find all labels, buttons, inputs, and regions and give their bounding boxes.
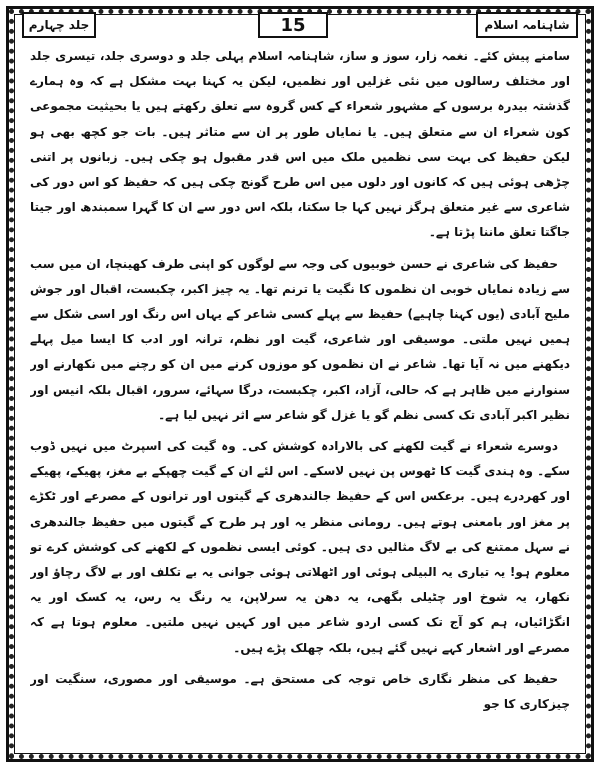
body-text bbox=[30, 44, 570, 746]
paragraph: حفیظ کی منظر نگاری خاص توجہ کی مستحق ہے۔ موسیقی اور مصوری، سنگیت اور چیزکاری کا جو bbox=[30, 671, 570, 712]
paragraph: سامنے پیش کئے۔ نغمہ زار، سوز و ساز، شاہنامہ اسلام پہلی جلد و دوسری جلد، تیسری جلد اور مختلف رسالوں میں نئی غزلیں اور نظمیں، لیکن یہ کہنا بہت مشکل ہے کہ وہ ہمارے گذشتہ بیدرہ برسوں کے مشہور شعراء کے کس گروہ سے تعلق رکھتے ہیں یا بحیثیت مجموعی کون شعراء ان سے متعلق ہیں۔ یا نمایاں طور پر ان سے متاثر ہیں۔ بات جو کچھ بھی ہو لیکن حفیظ کی بہت سی نظمیں ملک میں اس قدر مقبول ہو چکی ہیں۔ زبانوں پر اتنی چڑھی ہوئی ہیں کہ کانوں اور دلوں میں اس طرح گونج چکی ہیں کہ حفیظ کو اس دور کی شاعری سے غیر متعلق ہرگز نہیں کہا جا سکتا، بلکہ اس دور سے ان کا گہرا سمبندھ اور جیتا جاگتا تعلق ماننا پڑتا ہے۔ bbox=[30, 49, 570, 240]
paragraph: دوسرے شعراء نے گیت لکھنے کی بالارادہ کوشش کی۔ وہ گیت کی اسپرٹ میں نہیں ڈوب سکے۔ وہ ہندی گیت کا ٹھوس پن نہیں لاسکے۔ اس لئے ان کے گیت چھپکے بے مغز، پھیکے، پھیکے اور کھردرے ہیں۔ برعکس اس کے حفیظ جالندھری کے گیتوں اور ترانوں کے مصرعے اور ٹکڑے پر مغز اور بامعنی ہوتے ہیں۔ رومانی منظر یہ اور ہر طرح کے گیتوں میں حفیظ جالندھری نے سہل ممتنع کی بے لاگ مثالیں دی ہیں۔ کوئی ایسی نظموں کے لکھنے کی کوشش کرے تو معلوم ہو! یہ تیاری یہ البیلی ہوئی اور اٹھلاتی ہوئی جوانی یہ بے تکلف اور بے لاگ رچاؤ اور نکھار، یہ شوخ اور چٹیلی بگھی، یہ دھن یہ سرلاپن، یہ رنگ یہ رس، یہ کسک اور یہ انگڑائیاں، ہم کو آج تک کسی اردو شاعر میں اور کہیں نہیں ملتیں۔ معلوم ہوتا ہے کہ مصرعے اور اشعار کہے نہیں گئے ہیں، بلکہ چھلک پڑے ہیں۔ bbox=[30, 439, 570, 655]
paragraph: حفیظ کی شاعری نے حسن خوبیوں کی وجہ سے لوگوں کو اپنی طرف کھینچا، ان میں سب سے زیادہ نمایاں خوبی ان نظموں کا نگیت یا ترنم تھا۔ یہ چیز اکبر، چکبست، اقبال اور جوش ملیح آبادی (یوں کہنا چاہیے) حفیظ سے پہلے کسی شاعر کے یہاں اس رنگ اور اسی شکل سے ہمیں نہیں ملتی۔ موسیقی اور شاعری، گیت اور نظم، ترانہ اور ادب کا ایسا میل پہلے دیکھنے میں نہ آیا تھا۔ شاعر نے ان نظموں کو موزوں کرنے میں ان کو رچنے میں نکھارنے اور سنوارنے میں ظاہر ہے کہ حالی، آزاد، اکبر، چکبست، درگا سہائے، سرور، اقبال بلکہ انیس اور نظیر اکبر آبادی تک کسی نظم گو یا غزل گو شاعر سے اثر نہیں لیا ہے۔ bbox=[30, 256, 570, 422]
volume-label: جلد چہارم bbox=[22, 12, 96, 38]
page-header bbox=[22, 10, 578, 38]
book-title: شاہنامہ اسلام bbox=[476, 12, 578, 38]
page-number: 15 bbox=[258, 12, 328, 38]
